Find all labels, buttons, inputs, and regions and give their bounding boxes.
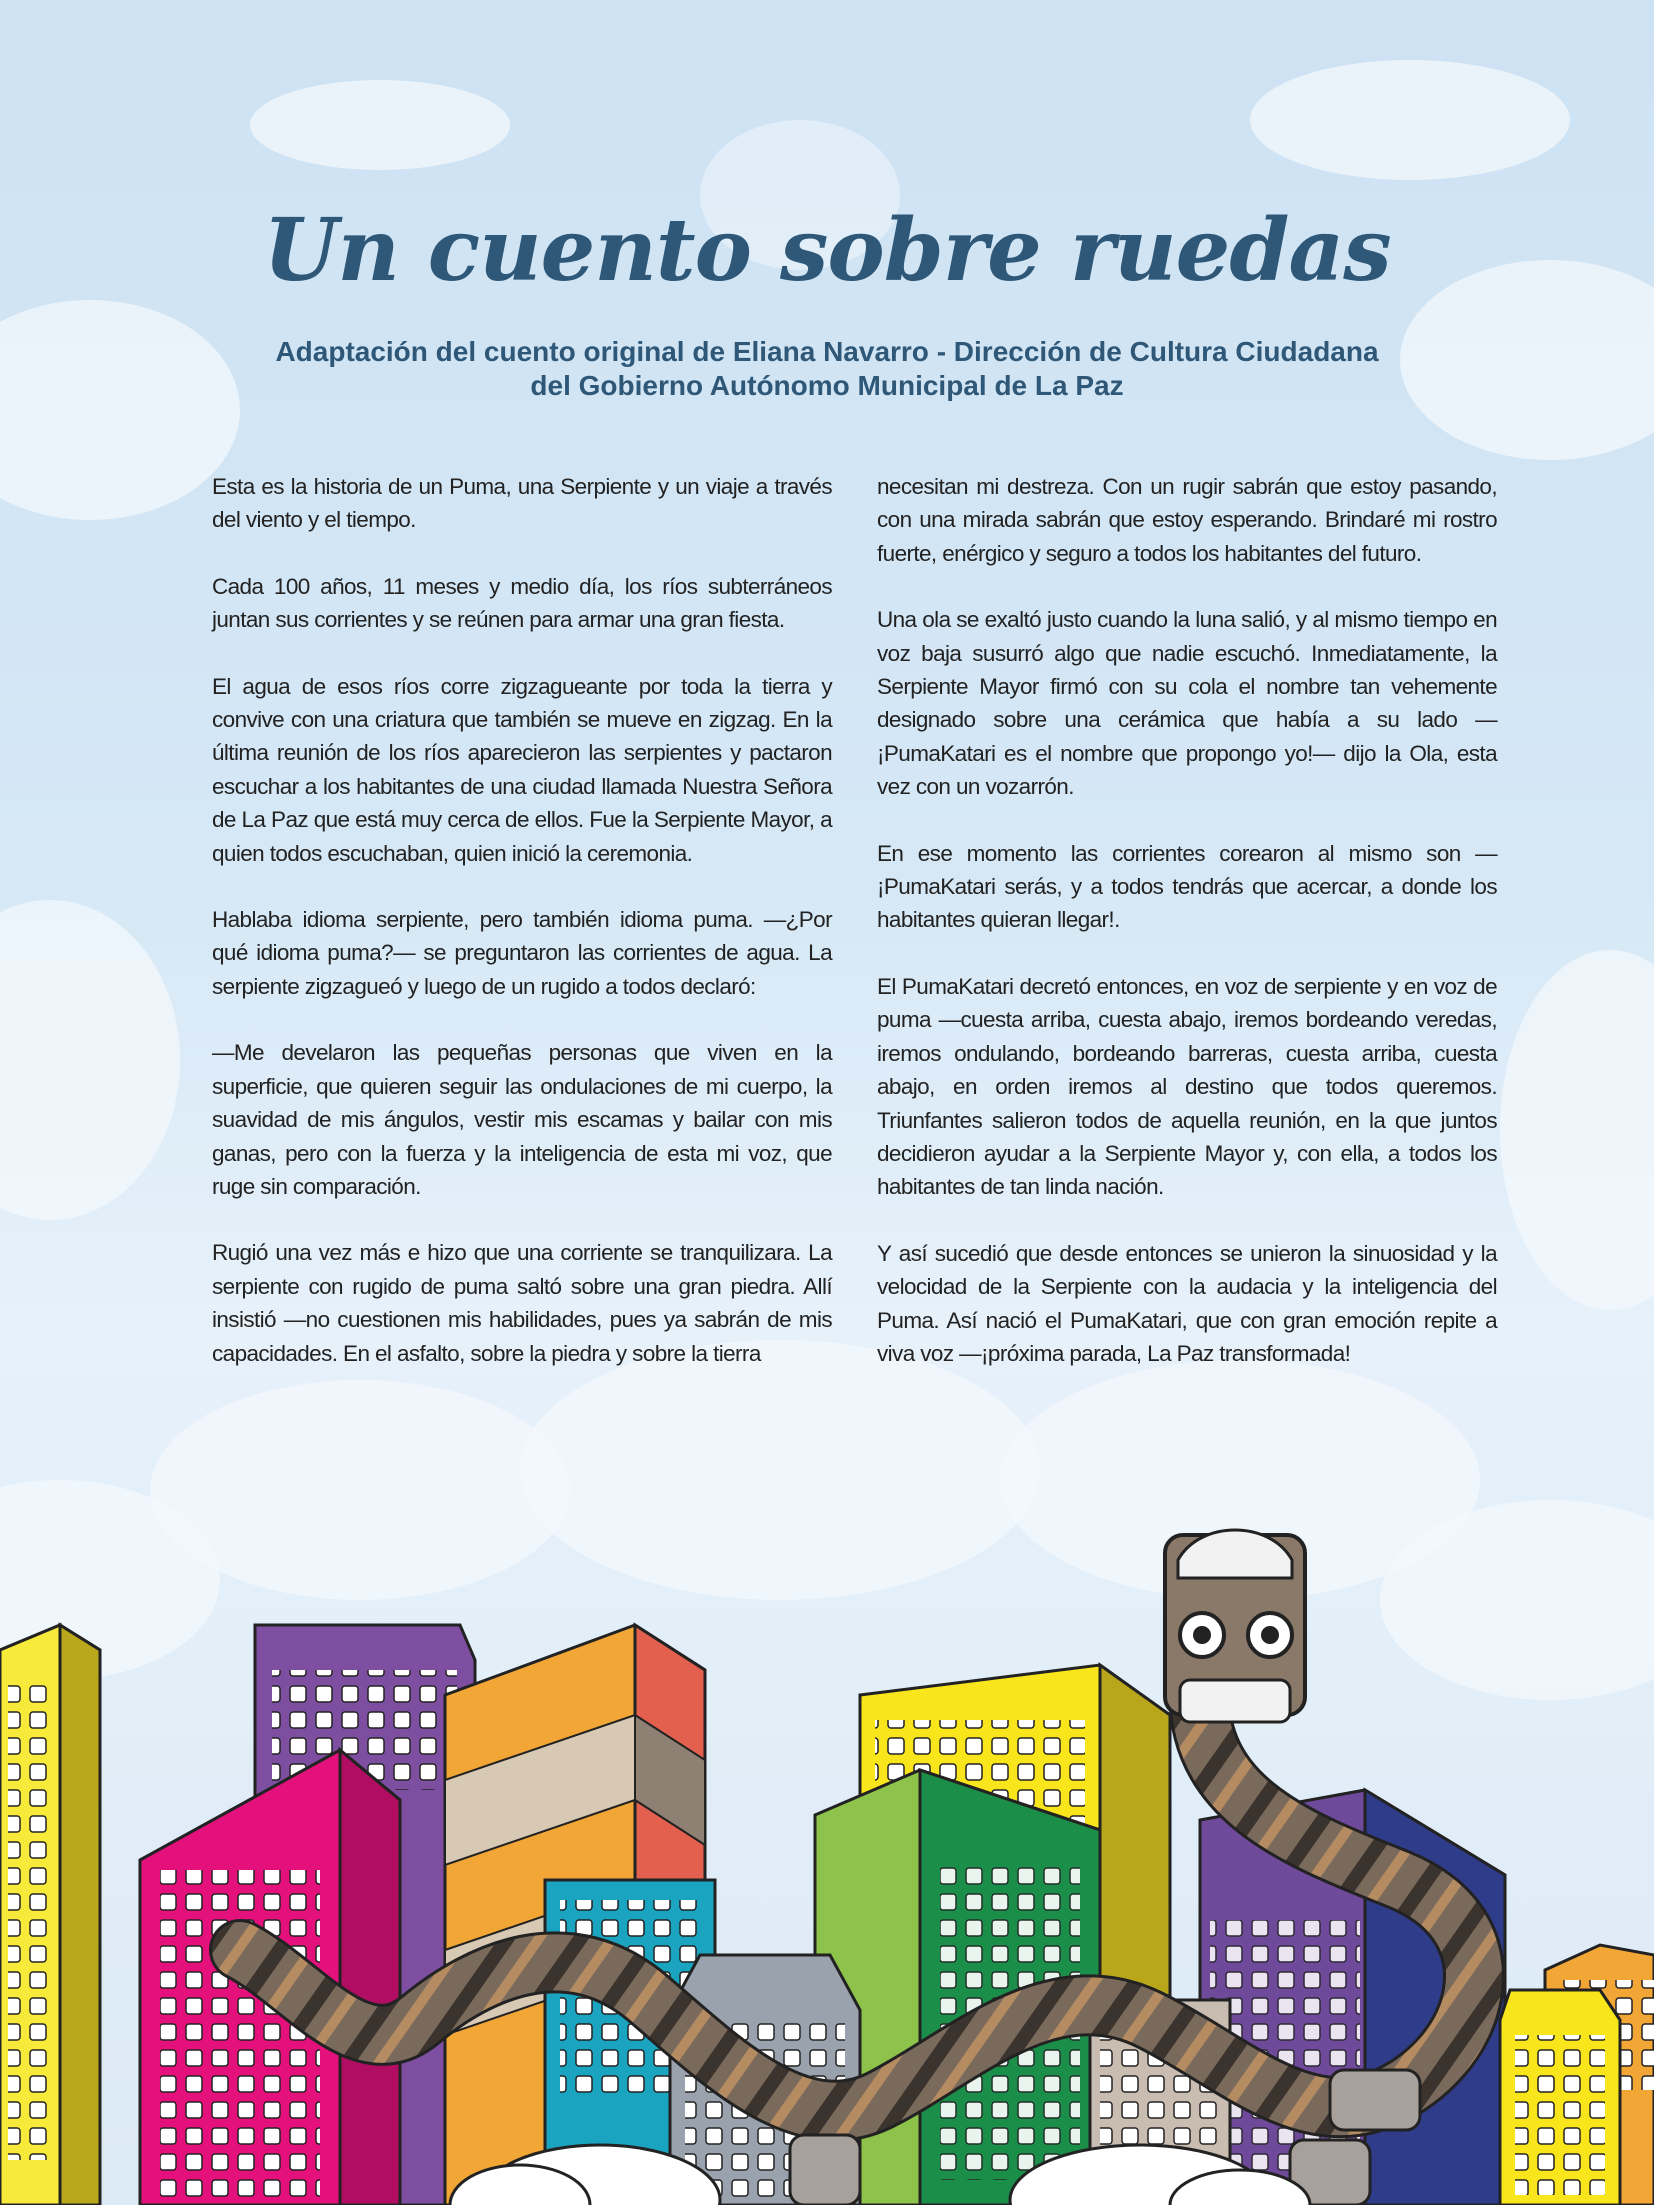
paragraph: Hablaba idioma serpiente, pero también idioma puma. —¿Por qué idioma puma?— se preguntaron las corrientes de agua. La serpiente zigzagueó y luego de un rugido a todos declaró: [212,907,832,999]
subtitle-line-2: del Gobierno Autónomo Municipal de La Paz [530,370,1124,401]
paragraph: Una ola se exaltó justo cuando la luna salió, y al mismo tiempo en voz baja susurró algo que nadie escuchó. Inmediatamente, la Serpiente Mayor firmó con su cola el nombre tan vehemente designado sobre una cerámica que había a su lado —¡PumaKatari es el nombre que propongo yo!— dijo la Ola, esta vez con un vozarrón. [877,607,1497,800]
paragraph: Rugió una vez más e hizo que una corriente se tranquilizara. La serpiente con rugido de puma saltó sobre una gran piedra. Allí insistió —no cuestionen mis habilidades, pues ya sabrán de mis capacidades. En el asfalto, sobre la piedra y sobre la tierra [212,1240,832,1366]
story-column-right [877,470,1497,1403]
page-title: Un cuento sobre ruedas [263,200,1391,301]
paragraph: —Me develaron las pequeñas personas que viven en la superficie, que quieren seguir las ondulaciones de mi cuerpo, la suavidad de mis ángulos, vestir mis escamas y bailar con mis ganas, pero con la fuerza y la inteligencia de esta mi voz, que ruge sin comparación. [212,1040,832,1199]
city-serpent-illustration [0,1500,1654,2205]
paragraph: Cada 100 años, 11 meses y medio día, los ríos subterráneos juntan sus corrientes y se reúnen para armar una gran fiesta. [212,573,832,633]
paragraph: En ese momento las corrientes corearon al mismo son —¡PumaKatari serás, y a todos tendrás que acercar, a donde los habitantes quieran llegar!. [877,840,1497,933]
story-column-left [212,470,832,1403]
paragraph: El agua de esos ríos corre zigzagueante por toda la tierra y convive con una criatura que también se mueve en zigzag. En la última reunión de los ríos aparecieron las serpientes y pactaron escuchar a los habitantes de una ciudad llamada Nuestra Señora de La Paz que está muy cerca de ellos. Fue la Serpiente Mayor, a quien todos escuchaban, quien inició la ceremonia. [212,673,832,866]
subtitle-line-1: Adaptación del cuento original de Eliana Navarro - Dirección de Cultura Ciudadana [275,336,1379,367]
paragraph: El PumaKatari decretó entonces, en voz de serpiente y en voz de puma —cuesta arriba, cuesta abajo, iremos bordeando veredas, iremos ondulando, bordeando barreras, cuesta arriba, cuesta abajo, en orden iremos al destino que todos queremos. Triunfantes salieron todos de aquella reunión, en la que juntos decidieron ayudar a la Serpiente Mayor y, con ella, a todos los habitantes de tan linda nación. [877,973,1497,1200]
page-subtitle [0,335,1654,403]
building-yellow-left [0,1625,100,2205]
cloud [250,80,510,170]
paragraph: Y así sucedió que desde entonces se unieron la sinuosidad y la velocidad de la Serpiente con la audacia y la inteligencia del Puma. Así nació el PumaKatari, que con gran emoción repite a viva voz —¡próxima parada, La Paz transformada! [877,1240,1497,1366]
cloud [1250,60,1570,180]
building-orange-right [1500,1945,1654,2205]
serpent-head [1165,1530,1305,1722]
paragraph: necesitan mi destreza. Con un rugir sabrán que estoy pasando, con una mirada sabrán que estoy esperando. Brindaré mi rostro fuerte, enérgico y seguro a todos los habitantes del futuro. [877,474,1497,566]
paragraph: Esta es la historia de un Puma, una Serpiente y un viaje a través del viento y el tiempo. [212,474,832,533]
